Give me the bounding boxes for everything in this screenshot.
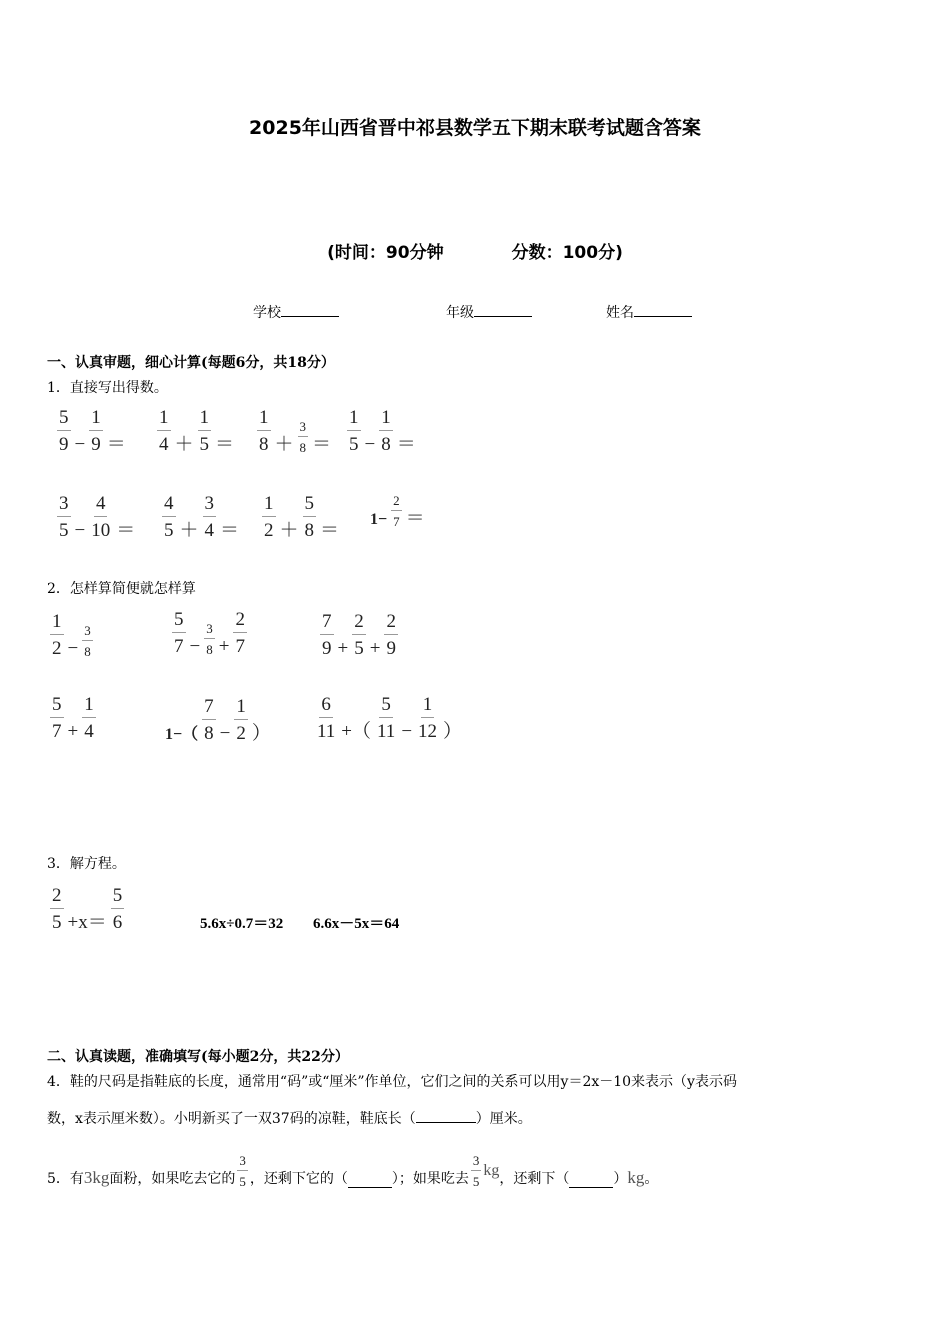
numerator: 5 bbox=[111, 886, 125, 909]
numerator: 7 bbox=[202, 697, 216, 720]
numerator: 1 bbox=[82, 695, 96, 718]
numerator: 2 bbox=[50, 886, 64, 909]
numerator: 1 bbox=[234, 697, 248, 720]
numerator: 3 bbox=[57, 494, 71, 517]
fraction bbox=[82, 695, 96, 741]
fraction bbox=[379, 408, 393, 454]
numerator: 1 bbox=[89, 408, 103, 431]
numerator: 4 bbox=[94, 494, 108, 517]
q1-expression bbox=[368, 494, 427, 528]
numerator: 2 bbox=[391, 494, 402, 511]
question-3: 3．解方程。 bbox=[47, 856, 126, 872]
time-limit: (时间：90分钟 bbox=[327, 243, 444, 263]
q5-amount: 3kg bbox=[83, 1168, 110, 1187]
fraction bbox=[203, 494, 217, 540]
fraction bbox=[320, 612, 334, 658]
denominator: 7 bbox=[393, 514, 400, 529]
numerator: 1 bbox=[262, 494, 276, 517]
fraction bbox=[172, 610, 186, 656]
q2-expression bbox=[170, 610, 249, 656]
fraction bbox=[347, 408, 361, 454]
name-label: 姓名 bbox=[606, 305, 634, 321]
q5-fraction-1: $\frac{3}{5}$ bbox=[239, 1153, 246, 1189]
equation-2: 5.6x÷0.7＝32 bbox=[200, 916, 284, 932]
numerator: 5 bbox=[57, 408, 71, 431]
numerator: 2 bbox=[233, 610, 247, 633]
q4-text: 数，x表示厘米数）。小明新买了一双37码的凉鞋，鞋底长（ bbox=[47, 1111, 416, 1127]
denominator: 4 bbox=[84, 721, 94, 742]
numerator: 1 bbox=[379, 408, 393, 431]
operator: − bbox=[74, 520, 86, 541]
numerator: 6 bbox=[319, 695, 333, 718]
operator: ＋ bbox=[174, 434, 194, 455]
denominator: 9 bbox=[386, 638, 396, 659]
operator: ＝ bbox=[396, 434, 416, 455]
section-1-heading: 一、认真审题，细心计算(每题6分，共18分） bbox=[47, 355, 335, 371]
operator: − bbox=[74, 434, 86, 455]
fraction bbox=[157, 408, 171, 454]
denominator: 8 bbox=[381, 434, 391, 455]
fraction bbox=[257, 408, 271, 454]
operator: ＝ bbox=[215, 434, 235, 455]
numerator: 1 bbox=[50, 612, 64, 635]
grade-field[interactable] bbox=[446, 302, 532, 322]
q5-text: ）；如果吃去 bbox=[391, 1171, 469, 1187]
fraction bbox=[50, 612, 64, 658]
q5-text: ，还剩下（ bbox=[499, 1171, 570, 1187]
q5-answer-blank-1[interactable] bbox=[348, 1187, 392, 1188]
question-1: 1．直接写出得数。 bbox=[47, 380, 168, 396]
operator: + bbox=[67, 721, 79, 742]
operator: + bbox=[369, 638, 381, 659]
numerator: 3 bbox=[82, 624, 93, 641]
denominator: 5 bbox=[354, 638, 364, 659]
q5-text: 。 bbox=[644, 1171, 659, 1187]
fraction bbox=[352, 612, 366, 658]
denominator: 8 bbox=[206, 642, 213, 657]
school-field[interactable] bbox=[253, 302, 339, 322]
q2-expression bbox=[48, 612, 95, 658]
denominator: 5 bbox=[59, 520, 69, 541]
denominator: 8 bbox=[84, 644, 91, 659]
denominator: 8 bbox=[299, 440, 307, 455]
q1-expression bbox=[160, 494, 241, 540]
fraction bbox=[57, 494, 71, 540]
numerator: 3 bbox=[298, 420, 309, 437]
denominator: 5 bbox=[164, 520, 174, 541]
question-2: 2．怎样算简便就怎样算 bbox=[47, 581, 196, 597]
school-label: 学校 bbox=[253, 305, 281, 321]
question-4-line-2 bbox=[47, 1108, 532, 1128]
fraction bbox=[198, 408, 212, 454]
fraction bbox=[111, 886, 125, 932]
denominator: 10 bbox=[91, 520, 111, 541]
question-4-line-1: 4．鞋的尺码是指鞋底的长度，通常用“码”或“厘米”作单位，它们之间的关系可以用y＝2x－10来表示（y表示码 bbox=[47, 1074, 737, 1090]
numerator: 5 bbox=[303, 494, 317, 517]
denominator: 7 bbox=[235, 636, 245, 657]
denominator: 4 bbox=[159, 434, 169, 455]
fraction bbox=[391, 494, 402, 528]
operator: − bbox=[401, 721, 413, 742]
fraction bbox=[89, 408, 103, 454]
denominator: 2 bbox=[52, 638, 62, 659]
numerator: 7 bbox=[320, 612, 334, 635]
denominator: 8 bbox=[204, 723, 214, 744]
numerator: 5 bbox=[379, 695, 393, 718]
numerator: 1 bbox=[157, 408, 171, 431]
q4-answer-blank[interactable] bbox=[416, 1122, 476, 1123]
operator: ＋ bbox=[179, 520, 199, 541]
denominator: 5 bbox=[52, 912, 62, 933]
operator: ＋ bbox=[274, 434, 294, 455]
numerator: 2 bbox=[352, 612, 366, 635]
name-field[interactable] bbox=[606, 302, 692, 322]
operator: 1−（ bbox=[165, 726, 199, 743]
fraction bbox=[57, 408, 71, 454]
denominator: 2 bbox=[264, 520, 274, 541]
operator: ＝ bbox=[312, 434, 332, 455]
q2-expression bbox=[48, 695, 98, 741]
grade-label: 年级 bbox=[446, 305, 474, 321]
operator: ＝ bbox=[320, 520, 340, 541]
denominator: 9 bbox=[322, 638, 332, 659]
fraction bbox=[162, 494, 176, 540]
operator: − bbox=[67, 638, 79, 659]
q5-fraction-2: $\frac{3}{5}$ kg bbox=[472, 1153, 500, 1189]
fraction bbox=[204, 622, 215, 656]
fraction bbox=[234, 697, 248, 743]
fraction bbox=[89, 494, 112, 540]
denominator: 5 bbox=[349, 434, 359, 455]
denominator: 7 bbox=[52, 721, 62, 742]
denominator: 11 bbox=[377, 721, 396, 742]
fraction bbox=[82, 624, 93, 658]
operator: − bbox=[219, 723, 231, 744]
operator: ＝ bbox=[405, 508, 425, 529]
numerator: 5 bbox=[50, 695, 64, 718]
q1-expression bbox=[55, 494, 137, 540]
operator: ） bbox=[443, 721, 463, 742]
denominator: 8 bbox=[259, 434, 269, 455]
equation-3: 6.6x－5x＝64 bbox=[313, 916, 400, 932]
denominator: 9 bbox=[91, 434, 101, 455]
q1-expression bbox=[155, 408, 236, 454]
q1-expression bbox=[55, 408, 128, 454]
q4-text-end: ）厘米。 bbox=[475, 1111, 532, 1127]
operator: ＋ bbox=[279, 520, 299, 541]
fraction bbox=[303, 494, 317, 540]
q5-text: 面粉，如果吃去它的 bbox=[109, 1171, 236, 1187]
denominator: 2 bbox=[236, 723, 246, 744]
numerator: 3 bbox=[203, 494, 217, 517]
question-5 bbox=[47, 1140, 658, 1188]
q2-expression bbox=[313, 695, 464, 741]
q3-expression bbox=[48, 886, 126, 932]
q1-expression bbox=[345, 408, 418, 454]
operator: + bbox=[337, 638, 349, 659]
denominator: 4 bbox=[204, 520, 215, 541]
q5-unit: kg bbox=[627, 1168, 645, 1187]
operator: ＝ bbox=[106, 434, 126, 455]
fraction bbox=[315, 695, 337, 741]
fraction bbox=[298, 420, 309, 454]
q1-expression bbox=[255, 408, 333, 454]
operator: − bbox=[189, 636, 201, 657]
fraction bbox=[262, 494, 276, 540]
denominator: 5 bbox=[199, 434, 210, 455]
operator: ＝ bbox=[220, 520, 240, 541]
q2-expression bbox=[163, 697, 273, 743]
denominator: 9 bbox=[59, 434, 69, 455]
section-2-heading: 二、认真读题，准确填写(每小题2分，共22分） bbox=[47, 1049, 349, 1065]
numerator: 1 bbox=[198, 408, 212, 431]
operator: +x＝ bbox=[67, 912, 107, 933]
fraction bbox=[416, 695, 439, 741]
fraction bbox=[202, 697, 216, 743]
numerator: 5 bbox=[172, 610, 186, 633]
operator: ＝ bbox=[116, 520, 136, 541]
numerator: 1 bbox=[257, 408, 271, 431]
operator: ） bbox=[251, 723, 271, 744]
total-score: 分数：100分) bbox=[511, 243, 623, 263]
operator: +（ bbox=[341, 721, 372, 742]
q5-text: ，还剩下它的（ bbox=[249, 1171, 348, 1187]
denominator: 8 bbox=[304, 520, 315, 541]
numerator: 3 bbox=[204, 622, 215, 639]
operator: − bbox=[364, 434, 376, 455]
q5-text: 5．有 bbox=[47, 1171, 84, 1187]
denominator: 6 bbox=[112, 912, 123, 933]
exam-meta bbox=[0, 238, 950, 263]
denominator: 7 bbox=[174, 636, 184, 657]
q1-expression bbox=[260, 494, 341, 540]
denominator: 11 bbox=[317, 721, 336, 742]
operator: + bbox=[218, 636, 230, 657]
numerator: 1 bbox=[421, 695, 435, 718]
fraction bbox=[375, 695, 397, 741]
fraction bbox=[50, 695, 64, 741]
numerator: 1 bbox=[347, 408, 361, 431]
operator: 1− bbox=[370, 511, 388, 528]
q2-expression bbox=[318, 612, 400, 658]
numerator: 4 bbox=[162, 494, 176, 517]
fraction bbox=[50, 886, 64, 932]
q5-answer-blank-2[interactable] bbox=[569, 1187, 613, 1188]
q5-text: ） bbox=[613, 1171, 628, 1187]
denominator: 12 bbox=[418, 721, 438, 742]
page-title: 2025年山西省晋中祁县数学五下期末联考试题含答案 bbox=[249, 117, 701, 139]
numerator: 2 bbox=[384, 612, 398, 635]
fraction bbox=[384, 612, 398, 658]
fraction bbox=[233, 610, 247, 656]
